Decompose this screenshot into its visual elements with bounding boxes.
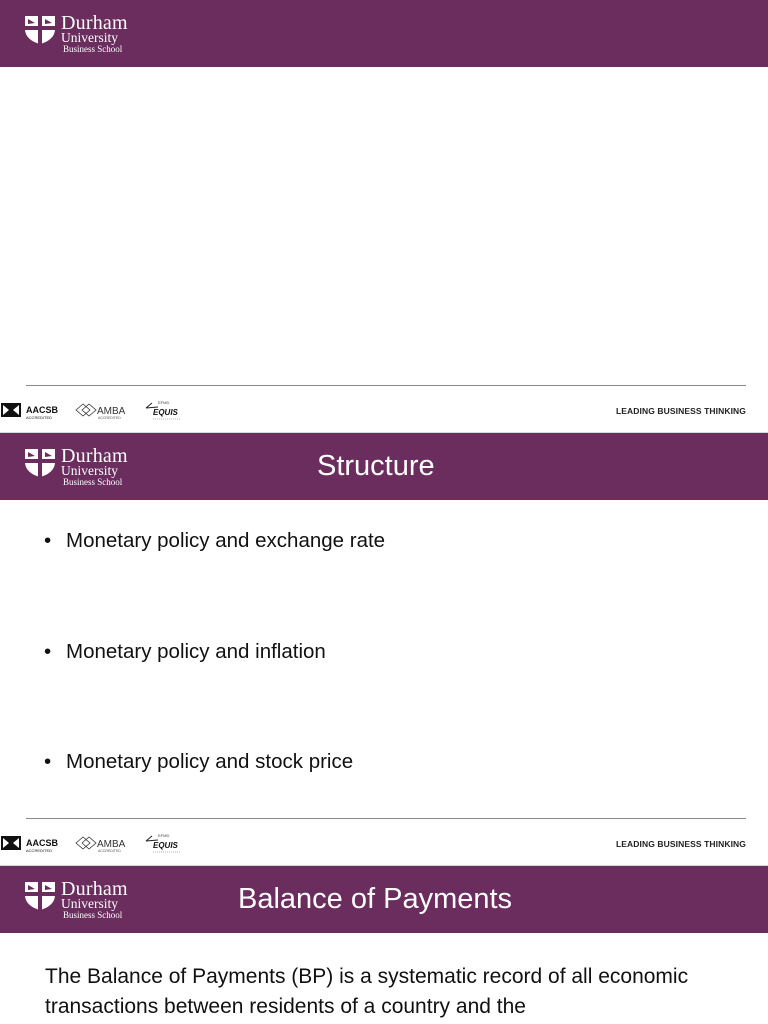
footer-rule: [26, 385, 746, 386]
slide-2: [0, 433, 768, 865]
footer-rule: [26, 818, 746, 819]
aacsb-sub: ACCREDITED: [26, 848, 53, 853]
amba-name: AMBA: [97, 839, 126, 850]
amba-logo: [76, 837, 126, 853]
bullet-dot-icon: •: [44, 639, 52, 663]
amba-logo: [76, 404, 126, 420]
aacsb-name: AACSB: [26, 838, 59, 848]
aacsb-logo: [1, 403, 59, 420]
logo-name: Durham: [61, 878, 128, 900]
logo-name: Durham: [61, 12, 128, 34]
bullet-item: [44, 640, 385, 664]
accreditation-logos: [0, 828, 220, 856]
aacsb-name: AACSB: [26, 405, 59, 415]
equis-sub: EFMD: [158, 833, 170, 838]
bullet-item: [44, 529, 385, 553]
slide-footer: [0, 828, 768, 858]
logo-name: Durham: [61, 445, 128, 467]
aacsb-sub: ACCREDITED: [26, 415, 53, 420]
logo-school: Business School: [63, 44, 123, 54]
bullet-text: Monetary policy and inflation: [66, 639, 326, 663]
slide-title: Structure: [317, 450, 435, 482]
aacsb-logo: [1, 836, 59, 853]
durham-crest-icon: [24, 448, 56, 478]
accreditation-logos: [0, 395, 220, 423]
footer-tagline: LEADING BUSINESS THINKING: [615, 406, 746, 416]
slide-title: Balance of Payments: [238, 883, 513, 915]
bullet-dot-icon: •: [44, 750, 52, 773]
durham-logo: [24, 14, 164, 54]
durham-logo: [24, 447, 164, 487]
slide-1: [0, 0, 768, 432]
bullet-item: [44, 750, 385, 774]
body-paragraph: The Balance of Payments (BP) is a systematic record of all economic transactions between residents of a country and the: [45, 965, 689, 1018]
slide-header: [0, 433, 768, 500]
logo-university: University: [61, 463, 118, 478]
amba-sub: ACCREDITED: [98, 416, 121, 420]
slide-header: [0, 866, 768, 933]
bullet-text: Monetary policy and stock price: [66, 750, 354, 773]
equis-name: EQUIS: [153, 841, 178, 850]
amba-name: AMBA: [97, 406, 126, 417]
durham-logo: [24, 880, 164, 920]
bullet-dot-icon: •: [44, 529, 52, 552]
logo-university: University: [61, 30, 118, 45]
slide-3: [0, 866, 768, 1024]
bullet-list: [44, 529, 385, 861]
bullet-text: Monetary policy and exchange rate: [66, 529, 386, 552]
equis-sub: EFMD: [158, 400, 170, 405]
logo-school: Business School: [63, 477, 123, 487]
durham-crest-icon: [24, 881, 56, 911]
logo-university: University: [61, 896, 118, 911]
slide-footer: [0, 395, 768, 425]
equis-logo: [146, 833, 180, 852]
durham-crest-icon: [24, 15, 56, 45]
slide-header: [0, 0, 768, 67]
amba-sub: ACCREDITED: [98, 849, 121, 853]
equis-name: EQUIS: [153, 408, 178, 417]
equis-logo: [146, 400, 180, 419]
footer-tagline: LEADING BUSINESS THINKING: [615, 839, 746, 849]
logo-school: Business School: [63, 910, 123, 920]
